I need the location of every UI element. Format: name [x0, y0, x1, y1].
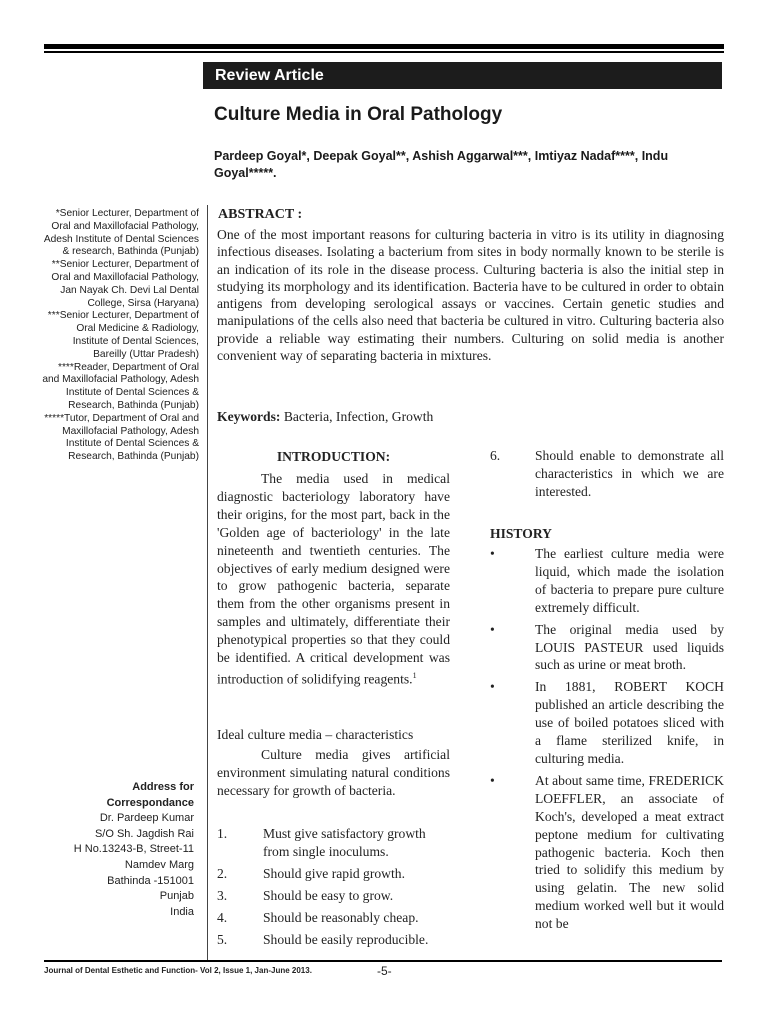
- list-text: In 1881, ROBERT KOCH published an article describing the use of boiled potatoes sliced with a flame sterilized knife, in culturing media.: [535, 679, 724, 766]
- list-item: [217, 909, 450, 927]
- characteristics-list-continued: [490, 447, 724, 501]
- address-line: S/O Sh. Jagdish Rai: [94, 827, 194, 840]
- list-item: [490, 447, 724, 501]
- list-number: 2.: [217, 865, 228, 881]
- address-line: India: [170, 905, 194, 918]
- affiliations: [40, 208, 199, 464]
- list-text: Must give satisfactory growth from single inoculums.: [263, 826, 426, 859]
- section-banner: [203, 62, 722, 89]
- keywords-label: Keywords:: [217, 409, 281, 424]
- affiliation-1: *Senior Lecturer, Department of Oral and Maxillofacial Pathology, Adesh Institute of Dental Sciences & research, Bathinda (Punjab): [43, 208, 199, 258]
- abstract-heading: ABSTRACT :: [218, 207, 303, 222]
- address-line: Namdev Marg: [124, 858, 194, 871]
- history-heading: HISTORY: [490, 526, 552, 541]
- list-text: The original media used by LOUIS PASTEUR used liquids such as urine or meat broth.: [535, 621, 724, 673]
- top-rule-thin: [44, 51, 724, 53]
- bullet: •: [490, 621, 495, 637]
- page-number: -5-: [377, 964, 392, 978]
- affiliation-3: ***Senior Lecturer, Department of Oral Medicine & Radiology, Institute of Dental Sciences, Bareilly (Uttar Pradesh): [47, 310, 199, 360]
- address-line: Dr. Pardeep Kumar: [99, 812, 194, 825]
- article-title: Culture Media in Oral Pathology: [214, 104, 503, 125]
- address-heading-1: Address for: [132, 781, 194, 793]
- list-text: Should be easy to grow.: [263, 887, 394, 903]
- list-text: Should give rapid growth.: [263, 865, 405, 881]
- culture-media-text: Culture media gives artificial environment simulating natural conditions necessary for growth of bacteria.: [217, 747, 450, 798]
- list-text: Should be reasonably cheap.: [263, 909, 419, 925]
- bullet: •: [490, 679, 495, 695]
- author-list: Pardeep Goyal*, Deepak Goyal**, Ashish Aggarwal***, Imtiyaz Nadaf****, Indu Goyal*****.: [214, 149, 669, 180]
- list-item: [217, 931, 450, 949]
- history-list: [490, 545, 724, 937]
- reference-marker: 1: [412, 670, 417, 680]
- ideal-media-subheading: Ideal culture media – characteristics: [217, 727, 414, 742]
- address-line: Punjab: [159, 890, 194, 903]
- affiliation-4: ****Reader, Department of Oral and Maxillofacial Pathology, Adesh Institute of Dental Sciences & Research, Bathinda (Punjab): [42, 361, 199, 411]
- address-heading-2: Correspondance: [106, 796, 194, 809]
- affiliation-5: *****Tutor, Department of Oral and Maxillofacial Pathology, Adesh Institute of Dental Sciences & Research, Bathinda (Punjab): [44, 412, 199, 463]
- abstract-text: One of the most important reasons for culturing bacteria in vitro is its utility in diagnosing infectious diseases. Isolating a bacterium from sites in body normally known to be sterile is an indication of its role in the disease process. Culturing bacteria is also the initial step in studying its morphology and its identification. Bacteria have to be cultured in order to obtain antigens from developing serological assays or vaccines. Certain genetic studies and manipulations of the cells also need that bacteria be cultured in vitro. Culturing bacteria also provide a reliable way estimating their numbers. Culturing on solid media is another convenient way of separating bacteria in mixtures.: [217, 227, 724, 364]
- column-divider: [207, 205, 208, 960]
- characteristics-list: [217, 825, 450, 952]
- list-item: [490, 772, 724, 933]
- list-text: At about same time, FREDERICK LOEFFLER, an associate of Koch's, developed a meat extract peptone medium for cultivating pathogenic bacteria. Koch then tried to solidify this medium by using gelatin. The new solid medium worked well but it would not be: [535, 772, 724, 932]
- journal-citation: Journal of Dental Esthetic and Function- Vol 2, Issue 1, Jan-June 2013.: [44, 966, 312, 975]
- section-label: Review Article: [215, 67, 324, 84]
- address-line: H No.13243-B, Street-11: [73, 843, 194, 856]
- list-number: 6.: [490, 448, 501, 463]
- list-item: [490, 678, 724, 768]
- footer-rule: [44, 960, 722, 962]
- list-number: 1.: [217, 826, 228, 841]
- list-item: [490, 621, 724, 675]
- list-item: [490, 545, 724, 617]
- affiliation-2: **Senior Lecturer, Department of Oral and Maxillofacial Pathology, Jan Nayak Ch. Devi Lal Dental College, Sirsa (Haryana): [51, 259, 199, 309]
- list-item: [217, 887, 450, 905]
- correspondence-address: [40, 780, 194, 920]
- bullet: •: [490, 546, 495, 561]
- list-text: Should be easily reproducible.: [263, 931, 429, 947]
- introduction-body: The media used in medical diagnostic bacteriology laboratory have their origins, for the most part, back in the 'Golden age of bacteriology' in the late nineteenth and twentieth centuries. The objectives of early medium designed were to grow pathogenic bacteria, separate them from the other organisms present in samples and ultimately, differentiate their phenotypical properties so that they could be identified. A critical development was introduction of solidifying reagents.: [217, 471, 450, 687]
- list-item: [217, 865, 450, 883]
- list-number: 3.: [217, 887, 228, 903]
- introduction-heading: INTRODUCTION:: [276, 449, 391, 464]
- keywords: [217, 409, 433, 425]
- list-number: 5.: [217, 931, 228, 947]
- top-rule: [44, 44, 724, 49]
- introduction-text: [217, 470, 450, 688]
- list-number: 4.: [217, 909, 228, 925]
- bullet: •: [490, 772, 495, 788]
- address-line: Bathinda -151001: [107, 874, 194, 887]
- list-text: Should enable to demonstrate all characteristics in which we are interested.: [535, 448, 724, 499]
- keywords-text: Bacteria, Infection, Growth: [280, 409, 434, 424]
- list-item: [217, 825, 450, 861]
- list-text: The earliest culture media were liquid, which made the isolation of bacteria to prepare pure culture extremely difficult.: [535, 546, 724, 615]
